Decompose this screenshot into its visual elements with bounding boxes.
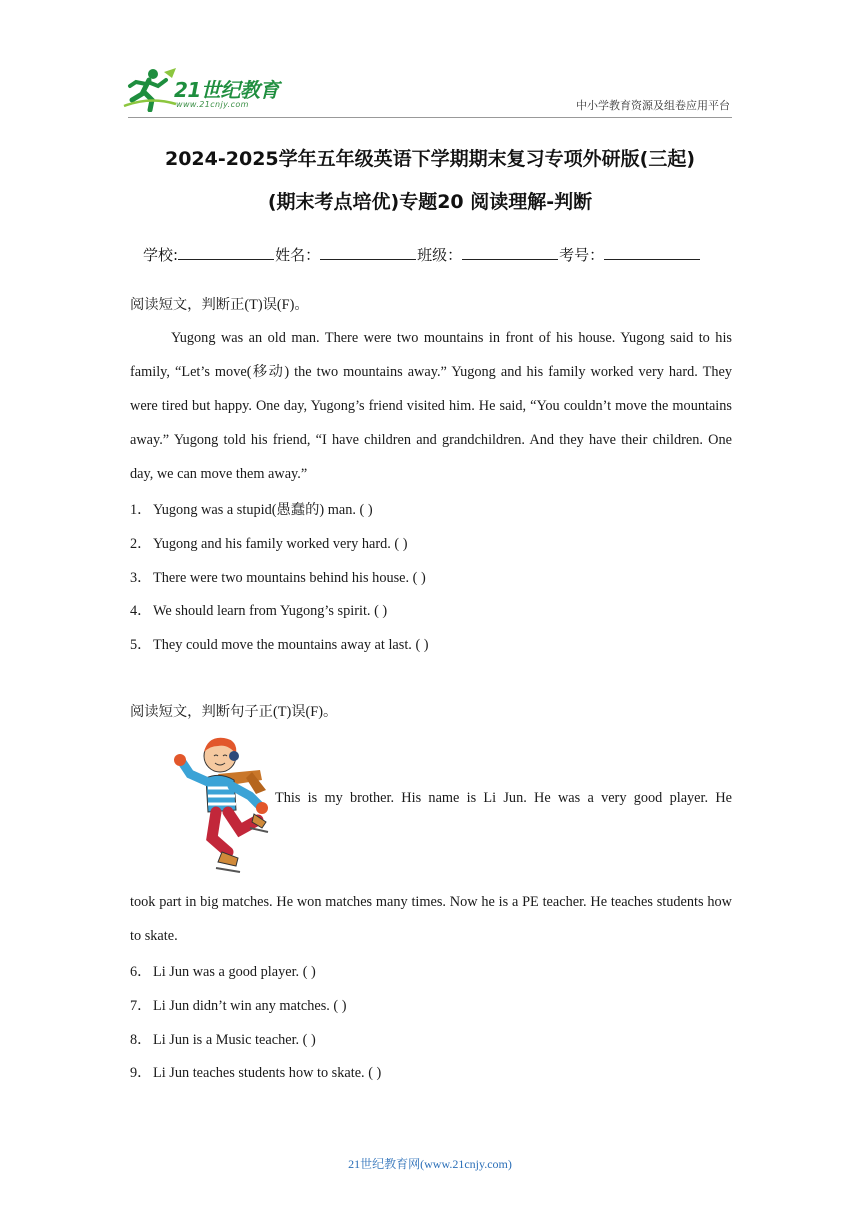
question-2: 2． Yugong and his family worked very hard. ( ) [130, 536, 408, 552]
question-6: 6． Li Jun was a good player. ( ) [130, 964, 316, 980]
section1-passage [130, 321, 732, 491]
class-blank[interactable] [462, 245, 558, 260]
question-5: 5． They could move the mountains away at last. ( ) [130, 637, 429, 653]
header-divider [128, 117, 732, 118]
question-4: 4． We should learn from Yugong’s spirit. ( ) [130, 603, 388, 619]
title-line-1: 2024-2025学年五年级英语下学期期末复习专项外研版(三起) [164, 148, 696, 170]
question-7: 7． Li Jun didn’t win any matches. ( ) [130, 998, 347, 1014]
question-9: 9． Li Jun teaches students how to skate. ( ) [130, 1065, 382, 1081]
runner-logo-icon [122, 66, 178, 112]
school-label: 学校: [143, 246, 179, 264]
question-1: 1． Yugong was a stupid(愚蠢的) man. ( ) [130, 502, 373, 518]
section1-instruction: 阅读短文，判断正(T)误(F)。 [130, 297, 309, 313]
section2-instruction: 阅读短文，判断句子正(T)误(F)。 [130, 704, 338, 720]
page-header [0, 0, 860, 118]
page-footer[interactable]: 21世纪教育网(www.21cnjy.com) [348, 1157, 512, 1171]
section2-passage-first-line: This is my brother. His name is Li Jun. He was a very good player. He [275, 790, 732, 806]
exam-no-blank[interactable] [604, 245, 700, 260]
brand-logo [122, 66, 292, 116]
section1-passage-text: Yugong was an old man. There were two mountains in front of his house. Yugong said to his family, “Let’s move(移动) the two mountains away.” Yugong and his family worked very hard. They were tired but happy. One day, Yugong’s friend visited him. He said, “You couldn’t move the mountains away.” Yugong told his friend, “I have children and grandchildren. And they have their children. One day, we can move them away.” [130, 330, 732, 482]
school-blank[interactable] [178, 245, 274, 260]
question-8: 8． Li Jun is a Music teacher. ( ) [130, 1032, 316, 1048]
student-info-fields [143, 244, 701, 265]
exam-no-label: 考号： [559, 246, 605, 264]
name-blank[interactable] [320, 245, 416, 260]
logo-text: 21世纪教育 [174, 78, 279, 102]
name-label: 姓名： [275, 246, 321, 264]
section2-passage-rest: took part in big matches. He won matches many times. Now he is a PE teacher. He teaches students how to skate. [130, 894, 732, 944]
title-line-2: (期末考点培优)专题20 阅读理解-判断 [267, 191, 593, 213]
skater-boy-illustration [168, 734, 272, 878]
class-label: 班级： [417, 246, 463, 264]
question-3: 3． There were two mountains behind his house. ( ) [130, 570, 426, 586]
logo-url: www.21cnjy.com [176, 100, 249, 109]
platform-name: 中小学教育资源及组卷应用平台 [576, 99, 730, 112]
